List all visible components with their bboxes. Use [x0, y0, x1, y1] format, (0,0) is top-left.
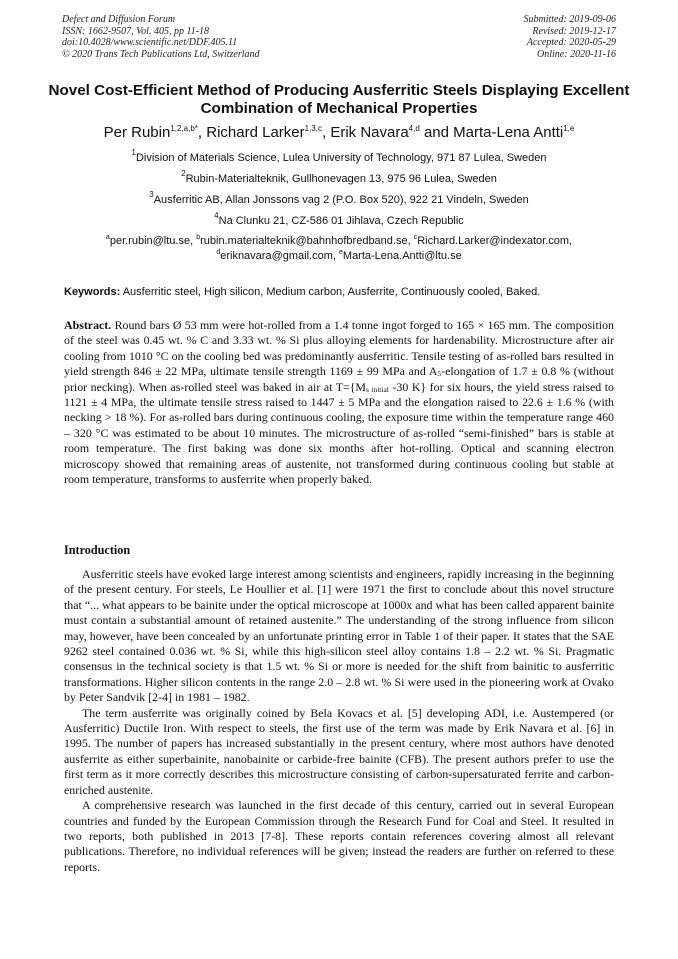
revised-date: Revised: 2019-12-17	[532, 25, 616, 37]
journal-doi: doi:10.4028/www.scientific.net/DDF.405.11	[62, 37, 238, 48]
journal-copyright: © 2020 Trans Tech Publications Ltd, Switzerland	[62, 48, 260, 60]
journal-name: Defect and Diffusion Forum	[62, 14, 176, 25]
author-list	[20, 124, 658, 142]
abstract-text: Round bars Ø 53 mm were hot-rolled from a 1.4 tonne ingot forged to 165 × 165 mm. The composition of the steel was 0.45 wt. % C and 3.33 wt. % Si plus alloying elements for hardenability. Microstructure after air cooling from 1010 °C on the cooling bed was predominantly ausferritic. Tensile testing of as-rolled bars resulted in yield strength 846 ± 22 MPa, ultimate tensile strength 1169 ± 99 MPa and A	[64, 318, 614, 379]
submission-dates-header	[524, 14, 617, 60]
affiliation-sup: 4	[214, 211, 219, 220]
author-emails	[20, 234, 658, 264]
author-sup: 1,e	[563, 124, 575, 133]
affiliation-sup: 2	[181, 169, 186, 178]
affiliation-4	[20, 211, 658, 228]
paper-title: Novel Cost-Efficient Method of Producing Ausferritic Steels Displaying Excellent Combination of Mechanical Properties	[48, 82, 630, 117]
abstract	[64, 318, 614, 487]
author-sup: 1,3,c	[304, 124, 322, 133]
affiliation-text: Na Clunku 21, CZ-586 01 Jihlava, Czech Republic	[218, 215, 464, 227]
email-sup: a	[105, 234, 110, 241]
author-name: Per Rubin	[103, 124, 171, 141]
affiliation-text: Rubin-Materialteknik, Gullhonevagen 13, 975 96 Lulea, Sweden	[185, 173, 497, 185]
abstract-text: -elongation of 1.7 ± 0.8 % (without prior necking). When as-rolled steel was baked in air at T={M	[64, 364, 614, 394]
paragraph: A comprehensive research was launched in the first decade of this century, carried out in several European countries and funded by the European Commission through the Research Fund for Coal and Steel. It resulted in two reports, both published in 2013 [7-8]. These reports contain references covering almost all relevant publications. Therefore, no individual references will be given; instead the readers are further on referred to these reports.	[64, 798, 614, 874]
author-name: Erik Navara	[330, 124, 409, 141]
keywords-text: Ausferritic steel, High silicon, Medium carbon, Ausferrite, Continuously cooled, Baked.	[122, 286, 541, 298]
email-link[interactable]: Marta-Lena.Antti@ltu.se	[342, 250, 462, 262]
email-link[interactable]: rubin.materialteknik@bahnhofbredband.se	[200, 235, 408, 247]
email-sup: c	[413, 234, 418, 241]
introduction-body	[64, 567, 614, 875]
affiliation-text: Division of Materials Science, Lulea University of Technology, 971 87 Lulea, Sweden	[135, 152, 547, 164]
email-separator: ,	[569, 235, 573, 247]
author-separator: ,	[197, 124, 207, 141]
email-link[interactable]: Richard.Larker@indexator.com	[417, 235, 570, 247]
submitted-date: Submitted: 2019-09-06	[523, 14, 616, 25]
affiliation-2	[20, 169, 658, 186]
abstract-label: Abstract.	[64, 318, 112, 332]
author-name: Richard Larker	[206, 124, 305, 141]
introduction-heading: Introduction	[64, 543, 131, 557]
email-sup: b	[196, 234, 201, 241]
journal-issn: ISSN: 1662-9507, Vol. 405, pp 11-18	[62, 25, 210, 37]
abstract-subscript: 5	[437, 369, 442, 379]
email-link[interactable]: per.rubin@ltu.se	[109, 235, 191, 247]
author-sup: 1,2,a,b*	[170, 124, 198, 133]
keywords-label: Keywords:	[64, 286, 121, 298]
affiliation-3	[20, 190, 658, 207]
online-date: Online: 2020-11-16	[537, 48, 616, 60]
accepted-date: Accepted: 2020-05-29	[526, 37, 616, 48]
affiliation-sup: 1	[131, 148, 136, 157]
abstract-text: -30 K} for six hours, the yield stress raised to 1121 ± 4 MPa, the ultimate tensile stress raised to 1447 ± 5 MPa and the elongation raised to 22.6 ± 1.6 % (with necking > 18 %). For as-rolled bars during continuous cooling, the exposure time within the temperature range 460 – 320 °C was estimated to be about 10 minutes. The microstructure of as-rolled “semi-finished” bars is stable at room temperature. The first baking was done six months after hot-rolling. Optical and scanning electron microscopy showed that remaining areas of austenite, not transformed during continuous cooling but stable at room temperature, transforms to ausferrite when properly baked.	[64, 379, 615, 487]
keywords	[64, 285, 624, 299]
paragraph: The term ausferrite was originally coined by Bela Kovacs et al. [5] developing ADI, i.e. Austempered (or Ausferritic) Ductile Iron. With respect to steels, the first use of the term was made by Erik Navara et al. [6] in 1995. The number of papers has increased substantially in the present century, where most authors have denoted ausferrite as either superbainite, nanobainite or carbide-free bainite (CFB). The present authors prefer to use the first term as it more correctly describes this microstructure consisting of carbon-supersaturated ferrite and carbon-enriched austenite.	[64, 705, 614, 797]
author-sup: 4,d	[408, 124, 420, 133]
journal-info-header	[62, 14, 260, 60]
author-separator: ,	[321, 124, 331, 141]
email-separator: ,	[190, 235, 197, 247]
affiliation-text: Ausferritic AB, Allan Jonssons vag 2 (P.O. Box 520), 922 21 Vindeln, Sweden	[153, 194, 529, 206]
author-separator: and	[419, 124, 454, 141]
email-link[interactable]: eriknavara@gmail.com	[220, 250, 333, 262]
email-separator: ,	[407, 235, 414, 247]
abstract-subscript: s initial	[366, 384, 389, 394]
email-sup: e	[339, 249, 343, 256]
affiliation-sup: 3	[149, 190, 154, 199]
email-separator: ,	[332, 250, 339, 262]
email-sup: d	[216, 249, 221, 256]
affiliation-1	[20, 148, 658, 165]
author-name: Marta-Lena Antti	[453, 124, 564, 141]
paragraph: Ausferritic steels have evoked large interest among scientists and engineers, rapidly increasing in the beginning of the present century. For steels, Le Houllier et al. [1] were 1971 the first to conclude about this novel structure that “... what appears to be bainite under the optical microscope at 1000x and what has been called apparent bainite must contain a substantial amount of retained austenite.” The understanding of the strong influence from silicon may, however, have been concealed by an unfortunate printing error in Table 1 of their paper. It states that the SAE 9262 steel contained 0.036 wt. % Si, while this high-silicon steel alloy contains 1.8 – 2.2 wt. % Si. Pragmatic consensus in the technical society is that 1.5 wt. % Si or more is needed for the shift from bainitic to ausferritic transformations. Higher silicon contents in the range 2.0 – 2.8 wt. % Si were used in the pioneering work at Ovako by Peter Sandvik [2-4] in 1981 – 1982.	[64, 567, 614, 705]
